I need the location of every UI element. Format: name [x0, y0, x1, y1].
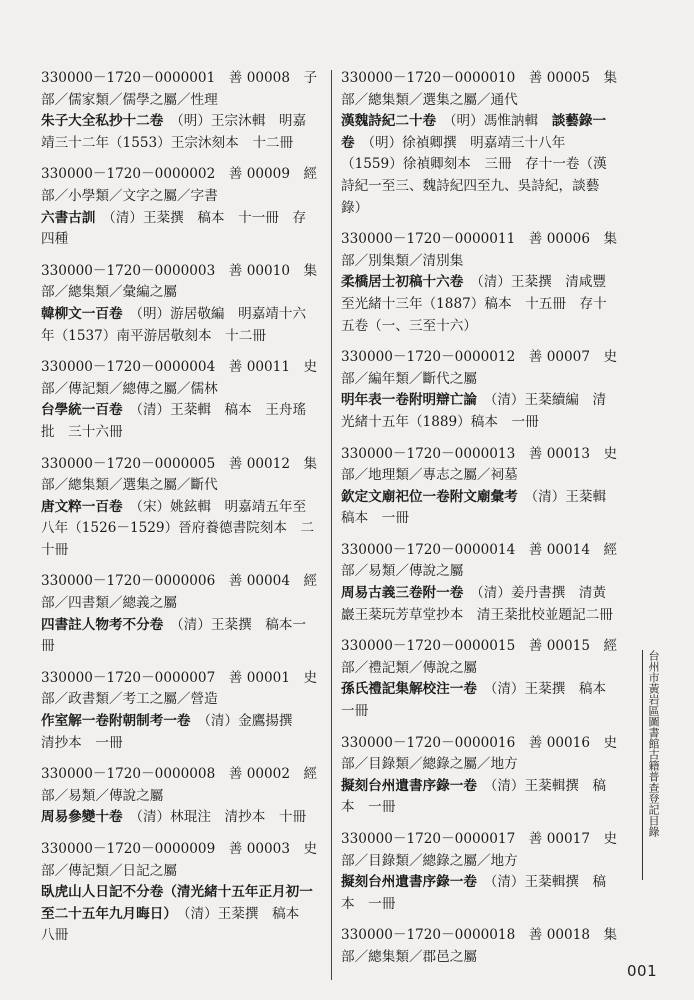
entry-details: （清）金鷹揚撰 清抄本 一冊	[41, 713, 307, 751]
entry-description	[341, 390, 619, 433]
entry-title: 周易參變十卷	[41, 809, 123, 826]
entry-classification: 330000－1720－0000018 善 00018 集部／總集類／郡邑之屬	[341, 927, 618, 965]
entry-details: （清）王棻撰 稿本 八冊	[41, 905, 313, 944]
right-column	[341, 68, 619, 979]
entry-details: （清）王棻撰 清咸豐至光緒十三年（1887）稿本 十五冊 存十五卷（一、三至十六）	[341, 274, 607, 334]
entry-classification: 330000－1720－0000009 善 00003 史部／傳記類／日記之屬	[41, 841, 318, 879]
page-number: 001	[627, 962, 658, 980]
entry-description	[41, 807, 319, 829]
entry-title: 臥虎山人日記不分卷（清光緒十五年正月初一至二十五年九月晦日）	[41, 884, 313, 922]
entry-classification: 330000－1720－0000010 善 00005 集部／總集類／選集之屬／通代	[341, 70, 618, 108]
catalog-entry	[41, 668, 319, 754]
entry-details: （清）王棻輯 稿本 一冊	[341, 488, 620, 527]
entry-details: （清）王棻撰 稿本一冊	[41, 616, 307, 655]
entry-details: （清）王棻續編 清光緒十五年（1889）稿本 一冊	[341, 392, 607, 430]
entry-description	[341, 111, 619, 219]
catalog-entry	[341, 636, 619, 722]
catalog-entry	[41, 68, 319, 154]
left-column	[41, 68, 319, 957]
entry-details: （明）馮惟訥輯	[449, 113, 539, 130]
entry-title: 唐文粹一百卷	[41, 498, 123, 515]
entry-details: （清）王棻撰 稿本一冊	[341, 681, 607, 720]
entry-description	[341, 776, 619, 819]
catalog-entry	[41, 261, 319, 347]
catalog-entry	[341, 925, 619, 968]
catalog-entry	[41, 839, 319, 947]
entry-details: （清）王棻輯撰 稿本 一冊	[341, 874, 607, 912]
entry-classification: 330000－1720－0000017 善 00017 史部／目錄類／總錄之屬／地方	[341, 831, 618, 869]
entry-details: （宋）姚鉉輯 明嘉靖五年至八年（1526－1529）晉府養德書院刻本 二十冊	[41, 498, 315, 558]
entry-description	[41, 400, 319, 443]
catalog-entry	[341, 540, 619, 626]
catalog-entry	[41, 357, 319, 443]
entry-description	[341, 872, 619, 915]
entry-classification: 330000－1720－0000013 善 00013 史部／地理類／專志之屬／祠墓	[341, 445, 618, 484]
entry-classification: 330000－1720－0000014 善 00014 經部／易類／傳說之屬	[341, 541, 618, 580]
entry-details: （明）王宗沐輯 明嘉靖三十二年（1553）王宗沐刻本 十二冊	[41, 113, 307, 151]
entry-title: 四書註人物考不分卷	[41, 616, 164, 633]
entry-title: 談藝錄一卷	[341, 113, 607, 151]
entry-description	[41, 208, 319, 251]
catalog-entry	[41, 164, 319, 250]
catalog-entry	[41, 454, 319, 562]
entry-title: 孫氏禮記集解校注一卷	[341, 681, 477, 698]
entry-classification: 330000－1720－0000001 善 00008 子部／儒家類／儒學之屬／性理	[41, 70, 318, 108]
entry-classification: 330000－1720－0000016 善 00016 史部／目錄類／總錄之屬／地方	[341, 734, 618, 773]
entry-description	[41, 615, 319, 658]
entry-title: 作室解一卷附朝制考一卷	[41, 713, 191, 730]
entry-description	[341, 272, 619, 337]
entry-classification: 330000－1720－0000015 善 00015 經部／禮記類／傳說之屬	[341, 638, 618, 676]
catalog-entry	[341, 829, 619, 915]
entry-title: 擬刻台州遺書序錄一卷	[341, 874, 477, 891]
catalog-entry	[341, 733, 619, 819]
entry-details: （清）林琨注 清抄本 十冊	[136, 809, 307, 826]
entry-details: （清）王棻輯撰 稿本 一冊	[341, 777, 607, 816]
entry-classification: 330000－1720－0000005 善 00012 集部／總集類／選集之屬／斷代	[41, 455, 318, 494]
entry-classification: 330000－1720－0000006 善 00004 經部／四書類／總義之屬	[41, 573, 318, 612]
entry-classification: 330000－1720－0000012 善 00007 史部／編年類／斷代之屬	[341, 349, 618, 387]
catalog-entry	[341, 68, 619, 219]
entry-title: 台學統一百卷	[41, 402, 123, 419]
entry-title: 六書古訓	[41, 209, 96, 226]
entry-title: 朱子大全私抄十二卷	[41, 113, 164, 130]
entry-classification: 330000－1720－0000007 善 00001 史部／政書類／考工之屬／營造	[41, 669, 318, 708]
entry-details: （清）王棻撰 稿本 十一冊 存四種	[41, 209, 307, 248]
entry-description	[41, 882, 319, 947]
entry-details: （清）王棻輯 稿本 王舟瑤批 三十六冊	[41, 402, 307, 440]
entry-title: 韓柳文一百卷	[41, 305, 123, 322]
entry-description	[41, 497, 319, 562]
catalog-entry	[341, 444, 619, 530]
column-divider	[331, 70, 332, 980]
running-header: 台州市黃岩區圖書館古籍普查登記目錄	[642, 650, 660, 880]
entry-title: 明年表一卷附明辯亡論	[341, 392, 477, 409]
entry-title: 擬刻台州遺書序錄一卷	[341, 777, 477, 794]
entry-classification: 330000－1720－0000002 善 00009 經部／小學類／文字之屬／字書	[41, 166, 318, 204]
entry-description	[341, 583, 619, 626]
entry-title: 欽定文廟祀位一卷附文廟彙考	[341, 488, 518, 505]
entry-classification: 330000－1720－0000008 善 00002 經部／易類／傳說之屬	[41, 766, 318, 804]
entry-details: （清）姜丹書撰 清黃巖王棻玩芳草堂抄本 清王棻批校並題記二冊	[341, 585, 613, 623]
entry-description	[41, 111, 319, 154]
entry-description	[41, 304, 319, 347]
catalog-entry	[341, 347, 619, 433]
entry-details: （明）徐禎卿撰 明嘉靖三十八年（1559）徐禎卿刻本 三冊 存十一卷（漢詩紀一至三、魏詩紀四至九、吳詩紀，談藝錄）	[341, 134, 607, 216]
entry-title: 漢魏詩紀二十卷	[341, 113, 437, 130]
entry-details: （明）游居敬編 明嘉靖十六年（1537）南平游居敬刻本 十二冊	[41, 305, 307, 344]
catalog-entry	[41, 571, 319, 657]
entry-title: 柔橋居士初稿十六卷	[341, 274, 464, 291]
entry-title: 周易古義三卷附一卷	[341, 585, 464, 602]
entry-classification: 330000－1720－0000004 善 00011 史部／傳記類／總傳之屬／儒林	[41, 359, 318, 397]
catalog-entry	[41, 764, 319, 829]
entry-description	[341, 487, 619, 530]
entry-classification: 330000－1720－0000003 善 00010 集部／總集類／彙編之屬	[41, 262, 318, 301]
entry-description	[341, 679, 619, 722]
entry-description	[41, 711, 319, 754]
entry-classification: 330000－1720－0000011 善 00006 集部／別集類／清別集	[341, 231, 618, 269]
catalog-entry	[341, 229, 619, 337]
